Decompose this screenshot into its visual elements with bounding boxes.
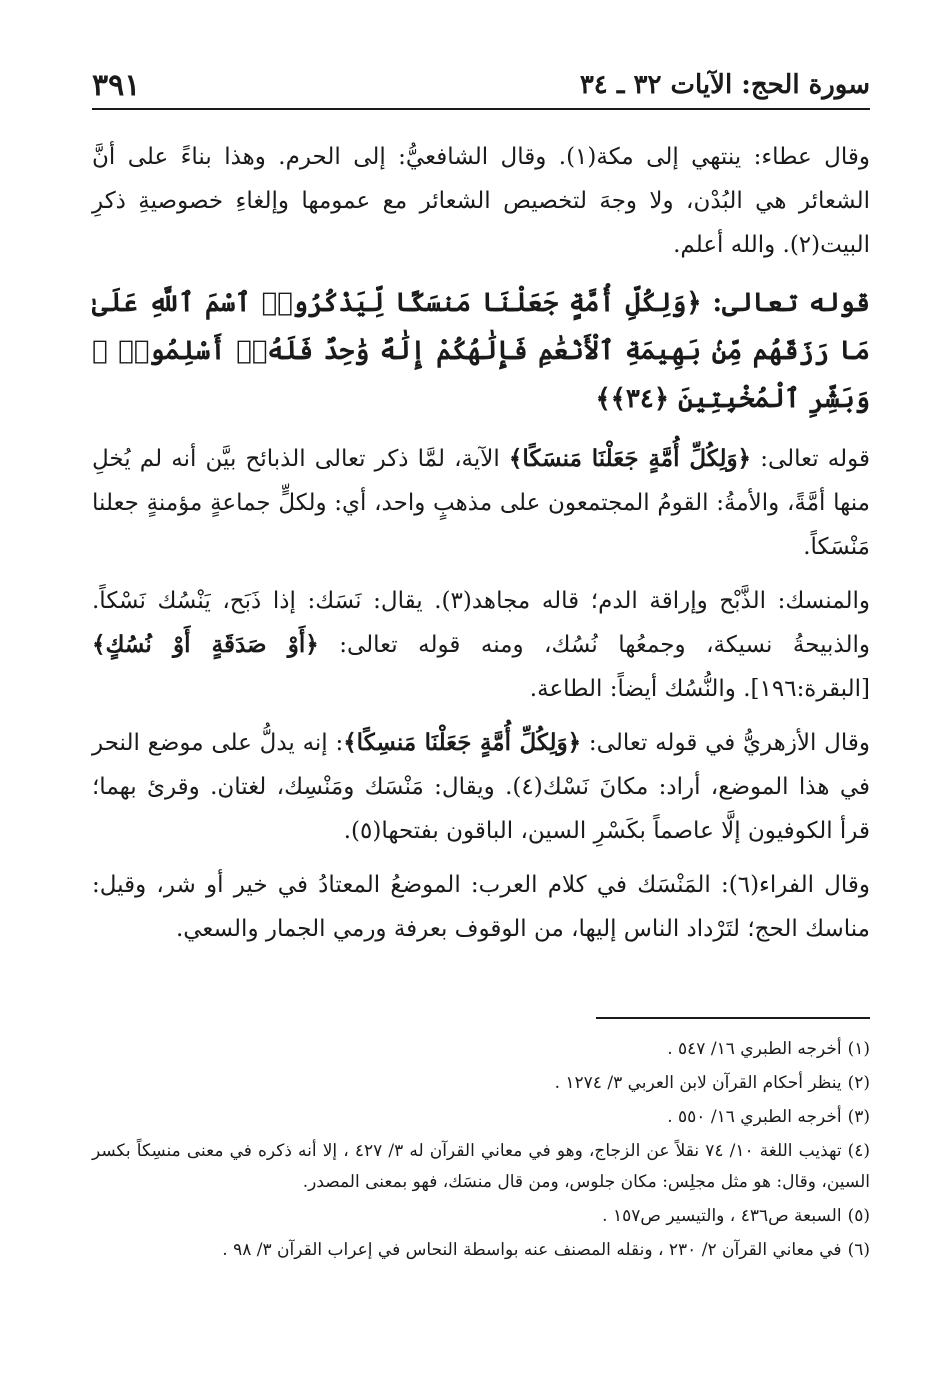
footnote [92, 1034, 870, 1065]
paragraph-lead: وقال الأزهريُّ في قوله تعالى: [581, 730, 871, 756]
verse-heading [92, 279, 870, 423]
footnotes [92, 1034, 870, 1269]
footnote [92, 1068, 870, 1099]
page-number: ٣٩١ [92, 67, 141, 103]
running-title: سورة الحج: الآيات ٣٢ ـ ٣٤ [579, 70, 870, 100]
footnote-number: (٥) [847, 1206, 870, 1226]
paragraph-commentary [92, 437, 870, 569]
paragraph-ata: وقال عطاء: ينتهي إلى مكة(١). وقال الشافعيُّ: إلى الحرم. وهذا بناءً على أنَّ الشعائر هي البُدْن، ولا وجهَ لتخصيص الشعائر مع عمومها وإلغاءِ خصوصيةِ ذكرِ البيت(٢). والله أعلم. [92, 144, 870, 258]
footnote [92, 1201, 870, 1232]
footnote [92, 1235, 870, 1266]
footnote-text: تهذيب اللغة ١٠/ ٧٤ نقلاً عن الزجاج، وهو في معاني القرآن له ٣/ ٤٢٧ ، إلا أنه ذكره في معنى منسِكاً بكسر السين، وقال: هو مثل مجلِس: مكان جلوس، ومن قال منسَك، فهو بمعنى المصدر. [92, 1141, 870, 1192]
footnote [92, 1102, 870, 1133]
footnote-text: أخرجه الطبري ١٦/ ٥٥٠ . [667, 1107, 842, 1127]
quran-quote: ﴿وَلِكُلِّ أُمَّةٍ جَعَلْنَا مَنسِكًا﴾ [343, 729, 582, 756]
quran-quote: ﴿وَلِكُلِّ أُمَّةٍ جَعَلْنَا مَنسَكًا﴾ [508, 445, 752, 472]
paragraph-rest: : إنه يدلُّ على موضع النحر في هذا الموضع، أراد: مكانَ نَسْك(٤). ويقال: مَنْسَك ومَنْسِك، لغتان. وقرئ بهما؛ قرأ الكوفيون إلَّا عاصماً بكَسْرِ السين، الباقون بفتحها(٥). [92, 730, 870, 844]
footnote [92, 1136, 870, 1198]
paragraph-rest: الآية، لمَّا ذكر تعالى الذبائح بيَّن أنه لم يُخلِ منها أمَّةً، والأمةُ: القومُ المجتمعون على مذهبٍ واحد، أي: ولكلٍّ جماعةٍ مؤمنةٍ جعلنا مَنْسَكاً. [92, 446, 870, 560]
quran-quote: ﴿أَوْ صَدَقَةٍ أَوْ نُسُكٍ﴾ [92, 631, 319, 658]
quran-verse-34: ﴿وَلِكُلِّ أُمَّةٍ جَعَلْنَا مَنسَكًا لِّيَذْكُرُوا۟ ٱسْمَ ٱللَّهِ عَلَىٰ مَا رَزَقَهُم مِّنۢ بَهِيمَةِ ٱلْأَنْعَٰمِ فَإِلَٰهُكُمْ إِلَٰهٌ وَٰحِدٌ فَلَهُۥٓ أَسْلِمُوا۟ ۗ وَبَشِّرِ ٱلْمُخْبِتِينَ ﴿٣٤﴾﴾ [92, 288, 870, 414]
footnote-number: (٤) [847, 1141, 870, 1161]
footnote-number: (١) [847, 1039, 870, 1059]
footnote-number: (٣) [847, 1107, 870, 1127]
verse-lead: قوله تعالى: [701, 288, 870, 318]
paragraph-rest: [البقرة:١٩٦]. والنُّسُك أيضاً: الطاعة. [529, 676, 870, 702]
footnote-divider [596, 1017, 870, 1019]
paragraph-azhari [92, 721, 870, 853]
paragraph-lead: والمنسك: الذَّبْح وإراقة الدم؛ قاله مجاهد(٣). يقال: نَسَك: إذا ذَبَح، يَنْسُك نَسْكاً. والذبيحةُ نسيكة، وجمعُها نُسُك، ومنه قوله تعالى: [92, 588, 871, 658]
main-text [92, 135, 870, 961]
paragraph-lead: قوله تعالى: [751, 446, 870, 472]
paragraph-farra: وقال الفراء(٦): المَنْسَك في كلام العرب: الموضعُ المعتادُ في خير أو شر، وقيل: مناسك الحج؛ لتَرْداد الناس إليها، من الوقوف بعرفة ورمي الجمار والسعي. [92, 872, 870, 942]
footnote-text: السبعة ص٤٣٦ ، والتيسير ص١٥٧ . [602, 1206, 842, 1226]
running-header [92, 62, 870, 110]
paragraph-mansak [92, 579, 870, 711]
footnote-text: في معاني القرآن ٢/ ٢٣٠ ، ونقله المصنف عنه بواسطة النحاس في إعراب القرآن ٣/ ٩٨ . [222, 1240, 842, 1260]
footnote-text: ينظر أحكام القرآن لابن العربي ٣/ ١٢٧٤ . [554, 1073, 842, 1093]
footnote-number: (٦) [847, 1240, 870, 1260]
footnote-number: (٢) [847, 1073, 870, 1093]
footnote-text: أخرجه الطبري ١٦/ ٥٤٧ . [667, 1039, 842, 1059]
